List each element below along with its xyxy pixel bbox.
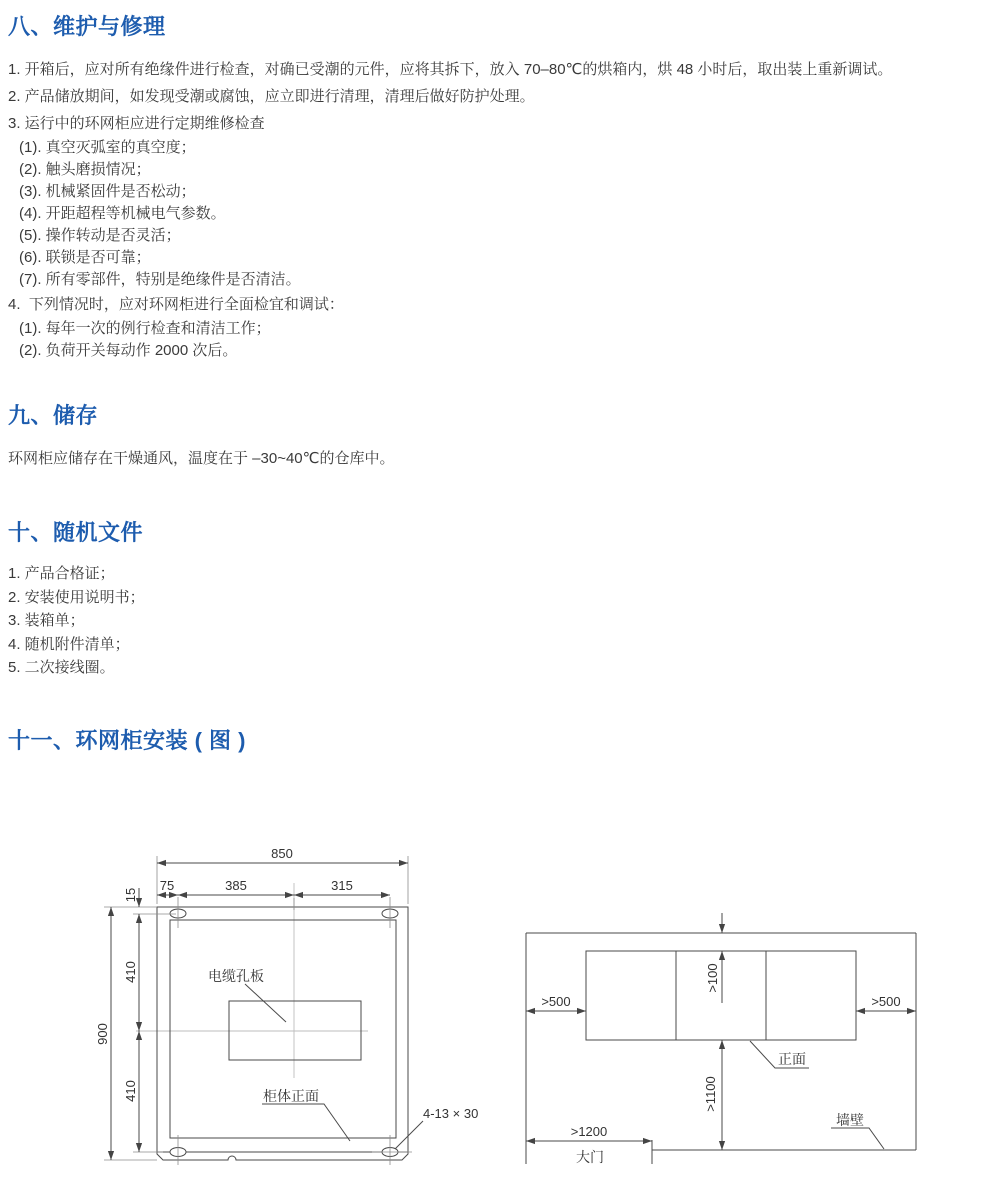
list-item: 3. 运行中的环网柜应进行定期维修检查 xyxy=(8,115,265,132)
cabinet-front-leader xyxy=(262,1104,350,1141)
list-item: (7). 所有零部件，特别是绝缘件是否清洁。 xyxy=(19,271,301,288)
dim-front-clearance-label: >1100 xyxy=(703,1076,718,1112)
section-documents xyxy=(8,516,980,680)
section-title-installation: 十一、环网柜安装 ( 图 ) xyxy=(8,728,246,753)
list-item: (5). 操作转动是否灵活； xyxy=(19,227,181,244)
mounting-holes-label: 4-13 × 30 xyxy=(423,1106,479,1121)
list-item: (1). 真空灭弧室的真空度； xyxy=(19,139,196,156)
section-title-documents: 十、随机文件 xyxy=(8,520,144,545)
dim-door-width-label: >1200 xyxy=(570,1124,608,1139)
list-item: (4). 开距超程等机械电气参数。 xyxy=(19,205,226,222)
wall-label: 墙壁 xyxy=(836,1112,864,1128)
dim-410-upper-label: 410 xyxy=(123,961,138,983)
cabinet-outline xyxy=(157,907,408,1152)
list-item: (1). 每年一次的例行检查和清洁工作； xyxy=(19,320,271,337)
installation-figure xyxy=(0,838,986,1177)
dim-410-lower-label: 410 xyxy=(123,1080,138,1102)
base-plate-outline xyxy=(157,1152,408,1160)
extension-lines xyxy=(104,856,412,1165)
cable-plate-outline xyxy=(229,1001,361,1060)
dim-right-clearance-label: >500 xyxy=(871,994,901,1009)
cabinet-top-view-diagram xyxy=(95,846,478,1165)
dim-315-label: 315 xyxy=(331,878,353,893)
dim-15-label: 15 xyxy=(123,887,138,903)
list-item: 1. 开箱后，应对所有绝缘件进行检查，对确已受潮的元件，应将其拆下，放入 70–80℃的烘箱内，烘 48 小时后，取出装上重新调试。 xyxy=(8,61,893,78)
dim-850-label: 850 xyxy=(271,846,293,861)
body-text: 环网柜应储存在干燥通风，温度在于 –30~40℃的仓库中。 xyxy=(8,450,395,467)
list-item: 3. 装箱单； xyxy=(8,612,85,629)
dim-900-label: 900 xyxy=(95,1023,110,1045)
list-item: (6). 联锁是否可靠； xyxy=(19,249,151,266)
cable-plate-leader xyxy=(245,984,286,1022)
front-label: 正面 xyxy=(778,1051,806,1067)
cabinet-inner-outline xyxy=(170,920,396,1138)
dimension-lines xyxy=(111,863,408,1160)
mounting-holes-leader xyxy=(395,1121,423,1149)
dim-back-clearance-label: >100 xyxy=(705,963,720,993)
dim-385-label: 385 xyxy=(225,878,247,893)
cabinet-front-label: 柜体正面 xyxy=(263,1088,319,1104)
section-maintenance xyxy=(8,10,980,362)
wall-label-leader xyxy=(831,1128,884,1149)
list-item: 4. 下列情况时，应对环网柜进行全面检宜和调试： xyxy=(8,296,344,313)
cabinet-row-outline xyxy=(586,951,856,1040)
door-label: 大门 xyxy=(576,1149,604,1165)
section-storage xyxy=(8,399,980,472)
installation-layout-diagram xyxy=(526,913,916,1165)
section-title-maintenance: 八、维护与修理 xyxy=(8,14,166,39)
section-title-storage: 九、储存 xyxy=(8,403,99,428)
list-item: 1. 产品合格证； xyxy=(8,565,115,582)
list-item: 5. 二次接线圈。 xyxy=(8,659,115,676)
list-item: (2). 负荷开关每动作 2000 次后。 xyxy=(19,342,238,359)
section-installation xyxy=(8,724,980,770)
cable-plate-label: 电缆孔板 xyxy=(208,968,264,984)
list-item: 2. 安装使用说明书； xyxy=(8,588,145,606)
dim-left-clearance-label: >500 xyxy=(541,994,571,1009)
list-item: (3). 机械紧固件是否松动； xyxy=(19,183,196,200)
list-item: 2. 产品储放期间，如发现受潮或腐蚀，应立即进行清理，清理后做好防护处理。 xyxy=(8,88,535,105)
dim-75-label: 75 xyxy=(159,878,175,893)
list-item: (2). 触头磨损情况； xyxy=(19,161,151,178)
list-item: 4. 随机附件清单； xyxy=(8,635,130,653)
